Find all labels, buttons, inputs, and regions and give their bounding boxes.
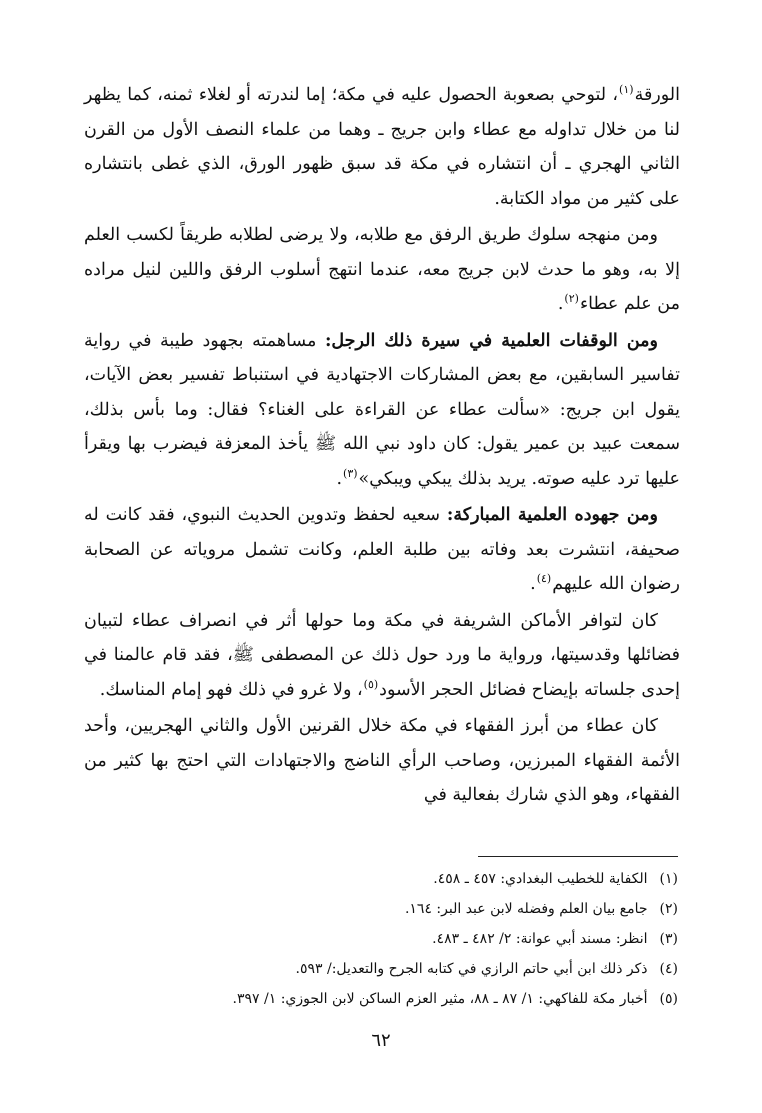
- footnote-reference: (٤): [536, 572, 552, 586]
- footnote-separator: [478, 856, 678, 857]
- footnote-item: [78, 924, 678, 954]
- paragraph: [84, 78, 680, 216]
- paragraph: [84, 498, 680, 602]
- paragraph-text: سعيه لحفظ وتدوين الحديث النبوي، فقد كانت له صحيفة، انتشرت بعد وفاته بين طلبة العلم، وكانت تشمل مروياته عن الصحابة رضوان الله عليهم: [84, 505, 680, 594]
- paragraph-text: .: [530, 574, 536, 594]
- footnote-reference: (١): [619, 83, 634, 97]
- paragraph-text: ، لتوحي بصعوبة الحصول عليه في مكة؛ إما لندرته أو لغلاء ثمنه، كما يظهر لنا من خلال تداوله مع عطاء وابن جريج ـ وهما من علماء النصف الأول من القرن الثاني الهجري ـ أن انتشاره في مكة قد سبق ظهور الورق، الذي غطى بانتشاره على كثير من مواد الكتابة.: [84, 85, 680, 209]
- paragraph: [84, 709, 680, 813]
- paragraph-text: .: [557, 294, 564, 314]
- footnote-reference: (٥): [363, 677, 379, 691]
- footnote-item: [78, 954, 678, 984]
- footnote-text: انظر: مسند أبي عوانة: ٢/ ٤٨٢ ـ ٤٨٣.: [432, 931, 648, 947]
- footnote-reference: (٢): [564, 292, 579, 306]
- footnote-text: جامع بيان العلم وفضله لابن عبد البر: ١٦٤.: [404, 901, 648, 917]
- paragraph: [84, 218, 680, 322]
- main-text: [84, 78, 680, 815]
- paragraph-lead-heading: ومن الوقفات العلمية في سيرة ذلك الرجل:: [324, 330, 658, 351]
- footnote-reference: (٣): [343, 466, 358, 480]
- footnote-item: [78, 984, 678, 1014]
- paragraph: [84, 324, 680, 497]
- paragraph-text: كان لتوافر الأماكن الشريفة في مكة وما حولها أثر في انصراف عطاء لتبيان فضائلها وقدسيتها، ورواية ما ورد حول ذلك عن المصطفى ﷺ، فقد قام عالمنا في إحدى جلساته بإيضاح فضائل الحجر الأسود: [84, 610, 680, 700]
- footnote-number: (٣): [659, 931, 678, 947]
- paragraph-text: ، ولا غرو في ذلك فهو إمام المناسك.: [99, 679, 363, 700]
- paragraph-text: .: [336, 468, 343, 489]
- footnote-text: الكفاية للخطيب البغدادي: ٤٥٧ ـ ٤٥٨.: [433, 871, 648, 887]
- footnote-text: أخبار مكة للفاكهي: ١/ ٨٧ ـ ٨٨، مثير العزم الساكن لابن الجوزي: ١/ ٣٩٧.: [232, 991, 648, 1007]
- footnote-item: [78, 864, 678, 894]
- paragraph-text: ومن منهجه سلوك طريق الرفق مع طلابه، ولا يرضى لطلابه طريقاً لكسب العلم إلا به، وهو ما حدث لابن جريج معه، عندما انتهج أسلوب الرفق واللين لنيل مراده من علم عطاء: [84, 225, 680, 314]
- footnote-number: (١): [659, 871, 678, 887]
- paragraph-text: الورقة: [634, 85, 680, 105]
- footnote-number: (٥): [659, 991, 678, 1007]
- paragraph-lead-heading: ومن جهوده العلمية المباركة:: [446, 505, 658, 525]
- footnote-number: (٤): [659, 961, 678, 977]
- footnotes: [78, 864, 678, 1014]
- page-number: ٦٢: [371, 1030, 391, 1051]
- paragraph-text: كان عطاء من أبرز الفقهاء في مكة خلال القرنين الأول والثاني الهجريين، وأحد الأئمة الفقهاء المبرزين، وصاحب الرأي الناضج والاجتهادات التي احتج بها كثير من الفقهاء، وهو الذي شارك بفعالية في: [84, 716, 680, 805]
- footnote-item: [78, 894, 678, 924]
- paragraph-text: مساهمته بجهود طيبة في رواية تفاسير السابقين، مع بعض المشاركات الاجتهادية في استنباط تفسير بعض الآيات، يقول ابن جريج: «سألت عطاء عن القراءة على الغناء؟ فقال: وما بأس بذلك، سمعت عبيد بن عمير يقول: كان داود نبي الله ﷺ يأخذ المعزفة فيضرب بها ويقرأ عليها ترد عليه صوته. يريد بذلك يبكي ويبكي»: [84, 330, 680, 489]
- paragraph: [84, 604, 680, 708]
- footnote-number: (٢): [659, 901, 678, 917]
- footnote-text: ذكر ذلك ابن أبي حاتم الرازي في كتابه الجرح والتعديل:/ ٥٩٣.: [295, 961, 648, 977]
